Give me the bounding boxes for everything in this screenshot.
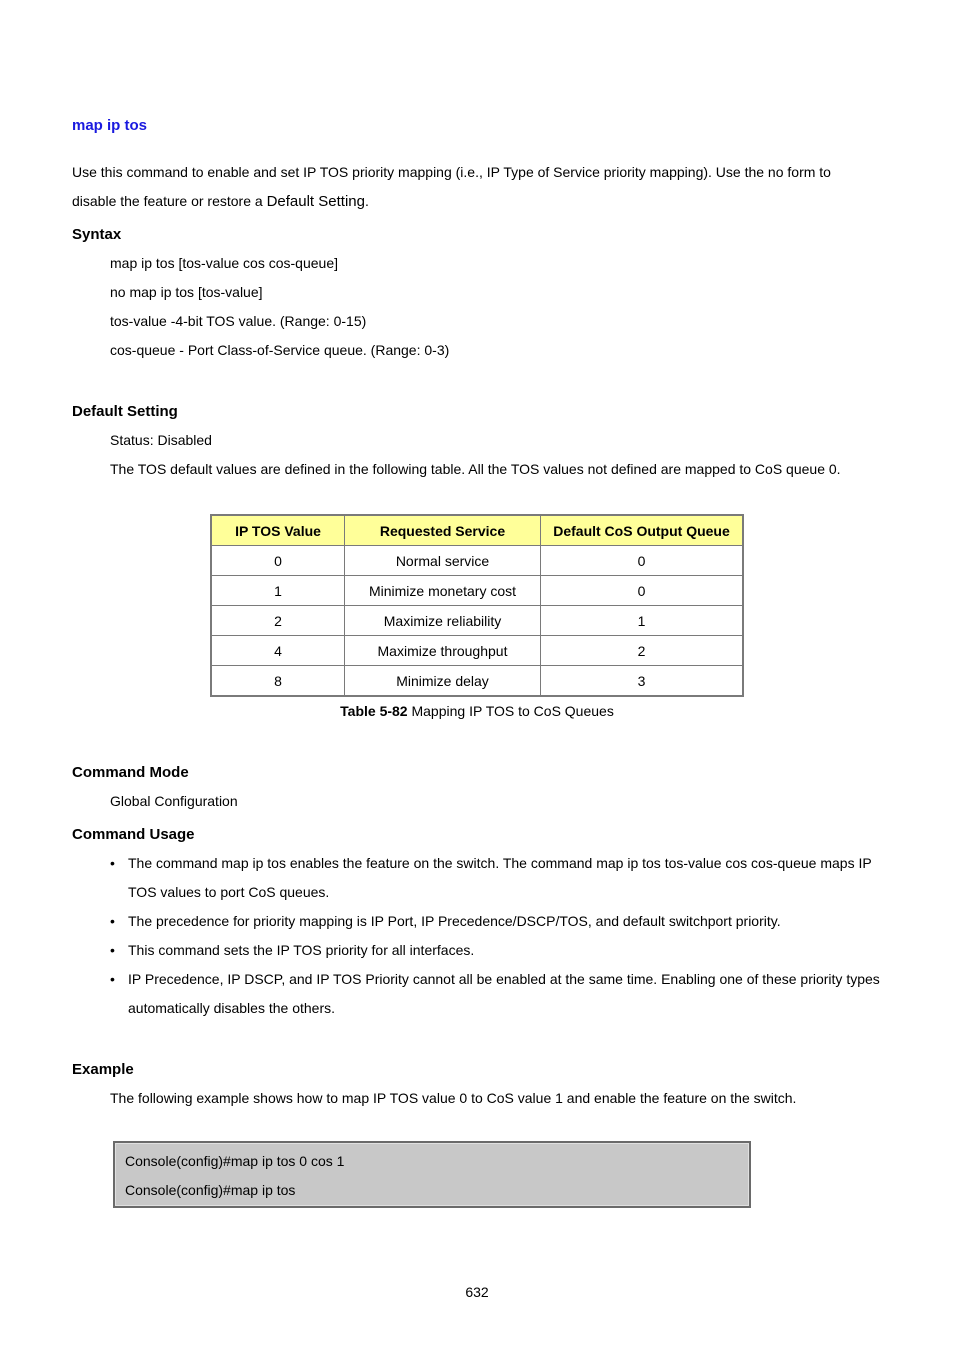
table-caption-label: Table 5-82 xyxy=(340,703,408,719)
table-cell: Normal service xyxy=(345,546,541,576)
example-heading: Example xyxy=(72,1061,134,1078)
page-number: 632 xyxy=(465,1284,489,1300)
table-row xyxy=(211,606,743,636)
table-cell: 0 xyxy=(541,576,744,606)
command-title: map ip tos xyxy=(72,117,148,134)
bullet-icon: • xyxy=(110,855,115,871)
table-row xyxy=(211,636,743,666)
example-text: The following example shows how to map IP TOS value 0 to CoS value 1 and enable the feature on the switch. xyxy=(110,1090,797,1106)
column-header: Default CoS Output Queue xyxy=(541,515,744,546)
table-caption xyxy=(0,703,954,719)
table-row xyxy=(211,576,743,606)
syntax-line: cos-queue - Port Class-of-Service queue. (Range: 0-3) xyxy=(110,342,450,358)
table-cell: 8 xyxy=(211,666,345,697)
table-header-row xyxy=(211,515,743,546)
default-setting-heading: Default Setting xyxy=(72,403,178,420)
table-cell: 2 xyxy=(541,636,744,666)
table-cell: Maximize reliability xyxy=(345,606,541,636)
default-status: Status: Disabled xyxy=(110,432,212,448)
table-row xyxy=(211,546,743,576)
bullet-icon: • xyxy=(110,942,115,958)
list-item: • IP Precedence, IP DSCP, and IP TOS Priority cannot all be enabled at the same time. Enabling one of these priority types automatically disables the others. xyxy=(110,965,890,1023)
intro-line-1: Use this command to enable and set IP TOS priority mapping (i.e., IP Type of Service priority mapping). Use the no form to xyxy=(72,164,831,180)
command-usage-list xyxy=(110,849,890,1023)
table-row xyxy=(211,666,743,697)
table-cell: Maximize throughput xyxy=(345,636,541,666)
table-cell: 3 xyxy=(541,666,744,697)
syntax-heading: Syntax xyxy=(72,226,122,243)
table-cell: 2 xyxy=(211,606,345,636)
list-item: • The precedence for priority mapping is IP Port, IP Precedence/DSCP/TOS, and default switchport priority. xyxy=(110,907,890,936)
console-example-box xyxy=(113,1141,751,1208)
command-mode-heading: Command Mode xyxy=(72,764,189,781)
list-item: • This command sets the IP TOS priority for all interfaces. xyxy=(110,936,890,965)
list-item: • The command map ip tos enables the feature on the switch. The command map ip tos tos-value cos cos-queue maps IP TOS values to port CoS queues. xyxy=(110,849,890,907)
console-line: Console(config)#map ip tos 0 cos 1 xyxy=(125,1153,345,1169)
default-note: The TOS default values are defined in the following table. All the TOS values not defined are mapped to CoS queue 0. xyxy=(110,461,841,477)
table-cell: Minimize monetary cost xyxy=(345,576,541,606)
console-line: Console(config)#map ip tos xyxy=(125,1182,296,1198)
syntax-line: map ip tos [tos-value cos cos-queue] xyxy=(110,255,339,271)
table-cell: 1 xyxy=(541,606,744,636)
table-caption-text: Mapping IP TOS to CoS Queues xyxy=(407,703,614,719)
table-cell: 0 xyxy=(541,546,744,576)
command-mode-text: Global Configuration xyxy=(110,793,238,809)
table-cell: Minimize delay xyxy=(345,666,541,697)
table-cell: 4 xyxy=(211,636,345,666)
bullet-icon: • xyxy=(110,971,115,987)
column-header: Requested Service xyxy=(345,515,541,546)
command-usage-heading: Command Usage xyxy=(72,826,195,843)
table-cell: 0 xyxy=(211,546,345,576)
bullet-icon: • xyxy=(110,913,115,929)
intro-line-2: disable the feature or restore a Default Setting. xyxy=(72,193,369,210)
intro-paragraph xyxy=(72,158,882,216)
table-cell: 1 xyxy=(211,576,345,606)
syntax-line: no map ip tos [tos-value] xyxy=(110,284,263,300)
default-setting-reference: Default Setting xyxy=(266,193,365,210)
column-header: IP TOS Value xyxy=(211,515,345,546)
tos-mapping-table xyxy=(210,514,744,697)
syntax-line: tos-value -4-bit TOS value. (Range: 0-15) xyxy=(110,313,367,329)
